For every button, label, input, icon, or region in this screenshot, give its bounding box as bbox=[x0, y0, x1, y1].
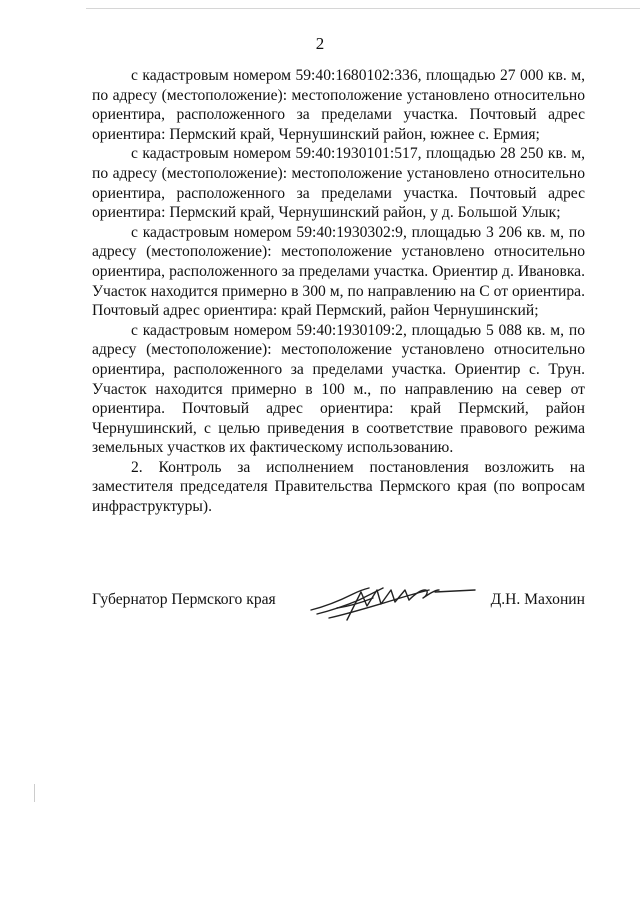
signature-block bbox=[92, 580, 585, 630]
signer-name: Д.Н. Махонин bbox=[490, 591, 585, 608]
scan-edge-line bbox=[86, 8, 640, 9]
handwritten-signature bbox=[307, 580, 477, 624]
page-number: 2 bbox=[315, 34, 325, 53]
paragraph-parcel-2: с кадастровым номером 59:40:1930101:517, площадью 28 250 кв. м, по адресу (местоположение): местоположение установлено относительно ориентира, расположенного за пределами участка. Почтовый адрес ориентира: Пермский край, Чернушинский район, у д. Большой Улык; bbox=[92, 145, 585, 222]
document-body bbox=[92, 66, 585, 517]
paragraph-parcel-4: с кадастровым номером 59:40:1930109:2, площадью 5 088 кв. м, по адресу (местоположение): местоположение установлено относительно ориентира, расположенного за пределами участка. Ориентир с. Трун. Участок находится примерно в 100 м., по направлению на север от ориентира. Почтовый адрес ориентира: край Пермский, район Чернушинский, с целью приведения в соответствие правового режима земельных участков их фактическому использованию. bbox=[92, 321, 585, 457]
signer-title: Губернатор Пермского края bbox=[92, 591, 276, 608]
paragraph-parcel-1: с кадастровым номером 59:40:1680102:336, площадью 27 000 кв. м, по адресу (местоположение): местоположение установлено относительно ориентира, расположенного за пределами участка. Почтовый адрес ориентира: Пермский край, Чернушинский район, южнее с. Ермия; bbox=[92, 67, 585, 143]
paragraph-control-clause: 2. Контроль за исполнением постановления возложить на заместителя председателя Правительства Пермского края (по вопросам инфраструктуры). bbox=[92, 458, 585, 516]
scan-artifact bbox=[34, 784, 35, 802]
paragraph-parcel-3: с кадастровым номером 59:40:1930302:9, площадью 3 206 кв. м, по адресу (местоположение): местоположение установлено относительно ориентира, расположенного за пределами участка. Ориентир д. Ивановка. Участок находится примерно в 300 м, по направлению на С от ориентира. Почтовый адрес ориентира: край Пермский, район Чернушинский; bbox=[92, 223, 585, 320]
